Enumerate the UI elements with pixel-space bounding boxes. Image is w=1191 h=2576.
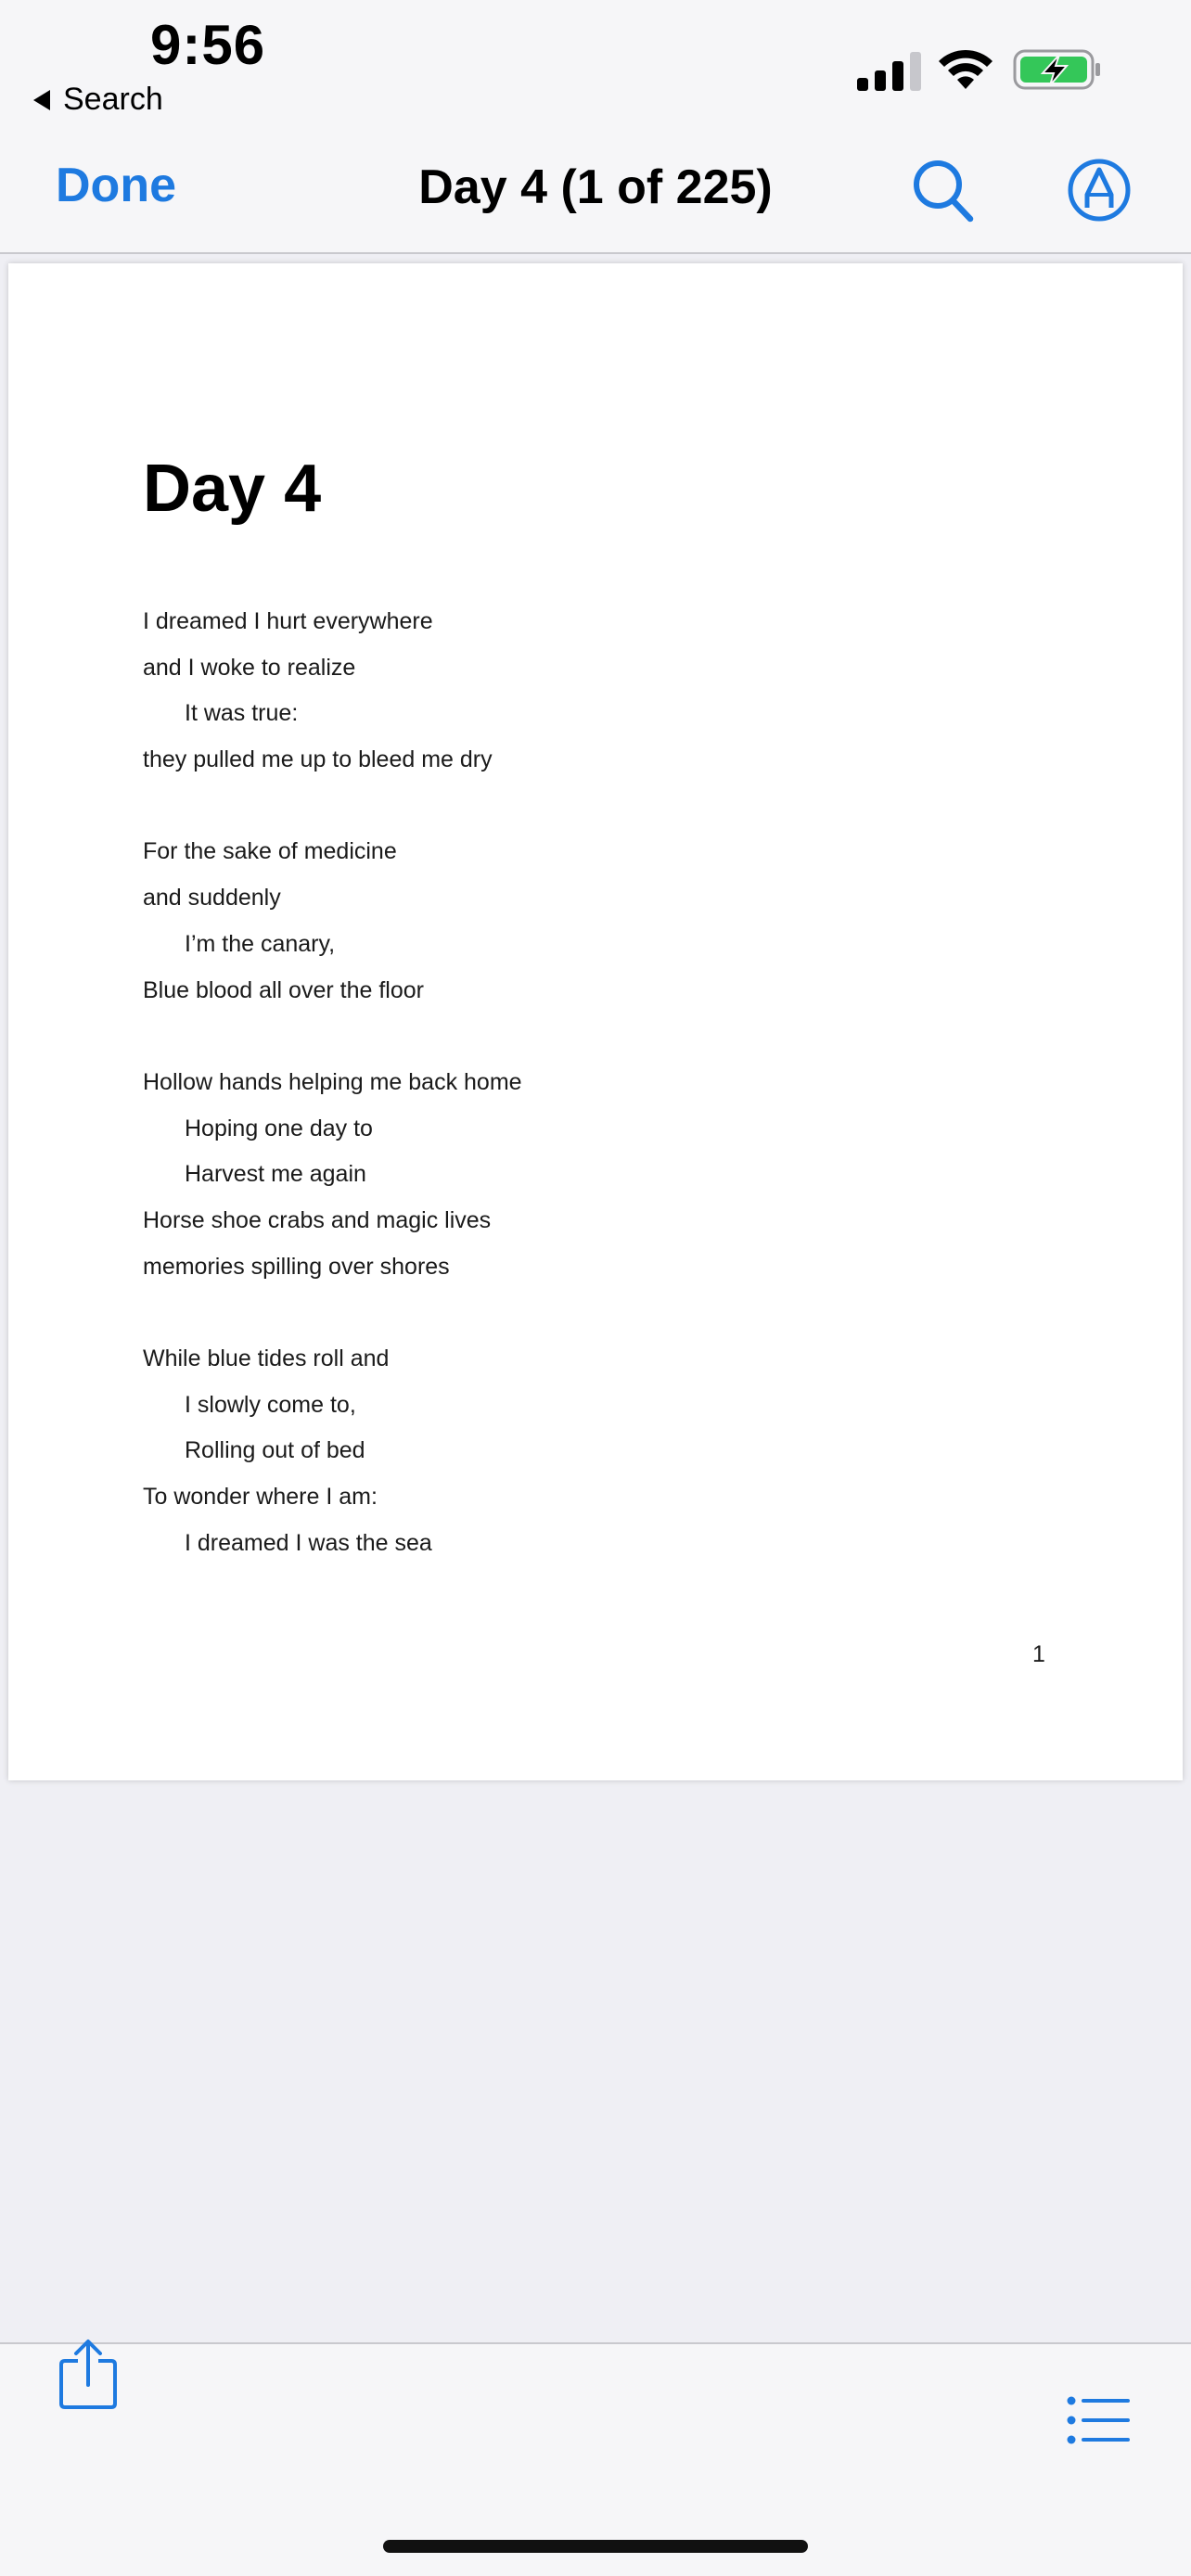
home-indicator[interactable] — [383, 2540, 808, 2553]
poem-line: Blue blood all over the floor — [143, 976, 424, 1003]
share-icon[interactable] — [58, 2339, 119, 2409]
poem-line: Hoping one day to — [185, 1115, 373, 1141]
stanza-break — [143, 784, 978, 830]
poem-line: they pulled me up to bleed me dry — [143, 746, 493, 773]
markup-pen-icon[interactable] — [1067, 158, 1132, 223]
poem-line: It was true: — [185, 700, 299, 727]
status-bar — [0, 0, 1191, 139]
poem-line: Horse shoe crabs and magic lives — [143, 1206, 492, 1233]
poem-line: I’m the canary, — [185, 930, 336, 957]
done-button[interactable]: Done — [56, 159, 176, 212]
poem-line: memories spilling over shores — [143, 1253, 450, 1280]
cellular-signal-icon — [857, 52, 922, 91]
back-label: Search — [63, 82, 163, 117]
back-to-search-button[interactable] — [33, 82, 163, 118]
document-title: Day 4 (1 of 225) — [418, 160, 773, 214]
page-heading: Day 4 — [143, 452, 322, 526]
battery-charging-icon — [1013, 48, 1102, 91]
stanza-break — [143, 1014, 978, 1060]
poem-line: While blue tides roll and — [143, 1345, 390, 1371]
outline-list-icon[interactable] — [1067, 2396, 1130, 2444]
navigation-bar — [0, 139, 1191, 254]
poem-line: Hollow hands helping me back home — [143, 1068, 522, 1095]
document-viewer[interactable] — [0, 254, 1191, 2342]
poem-line: To wonder where I am: — [143, 1484, 378, 1511]
poem-line: I slowly come to, — [185, 1391, 356, 1418]
search-icon[interactable] — [911, 158, 976, 224]
back-arrow-icon — [33, 90, 50, 110]
status-time: 9:56 — [150, 14, 266, 76]
page-number: 1 — [1032, 1641, 1045, 1667]
wifi-icon — [937, 48, 994, 91]
stanza-break — [143, 1290, 978, 1336]
poem-line: Harvest me again — [185, 1161, 366, 1188]
poem-body — [143, 599, 978, 1566]
poem-line: I dreamed I was the sea — [185, 1529, 432, 1556]
poem-line: Rolling out of bed — [185, 1437, 365, 1464]
poem-line: and I woke to realize — [143, 654, 356, 681]
poem-line: I dreamed I hurt everywhere — [143, 608, 433, 634]
poem-line: For the sake of medicine — [143, 838, 397, 865]
pdf-page — [8, 263, 1183, 1780]
poem-line: and suddenly — [143, 885, 281, 912]
